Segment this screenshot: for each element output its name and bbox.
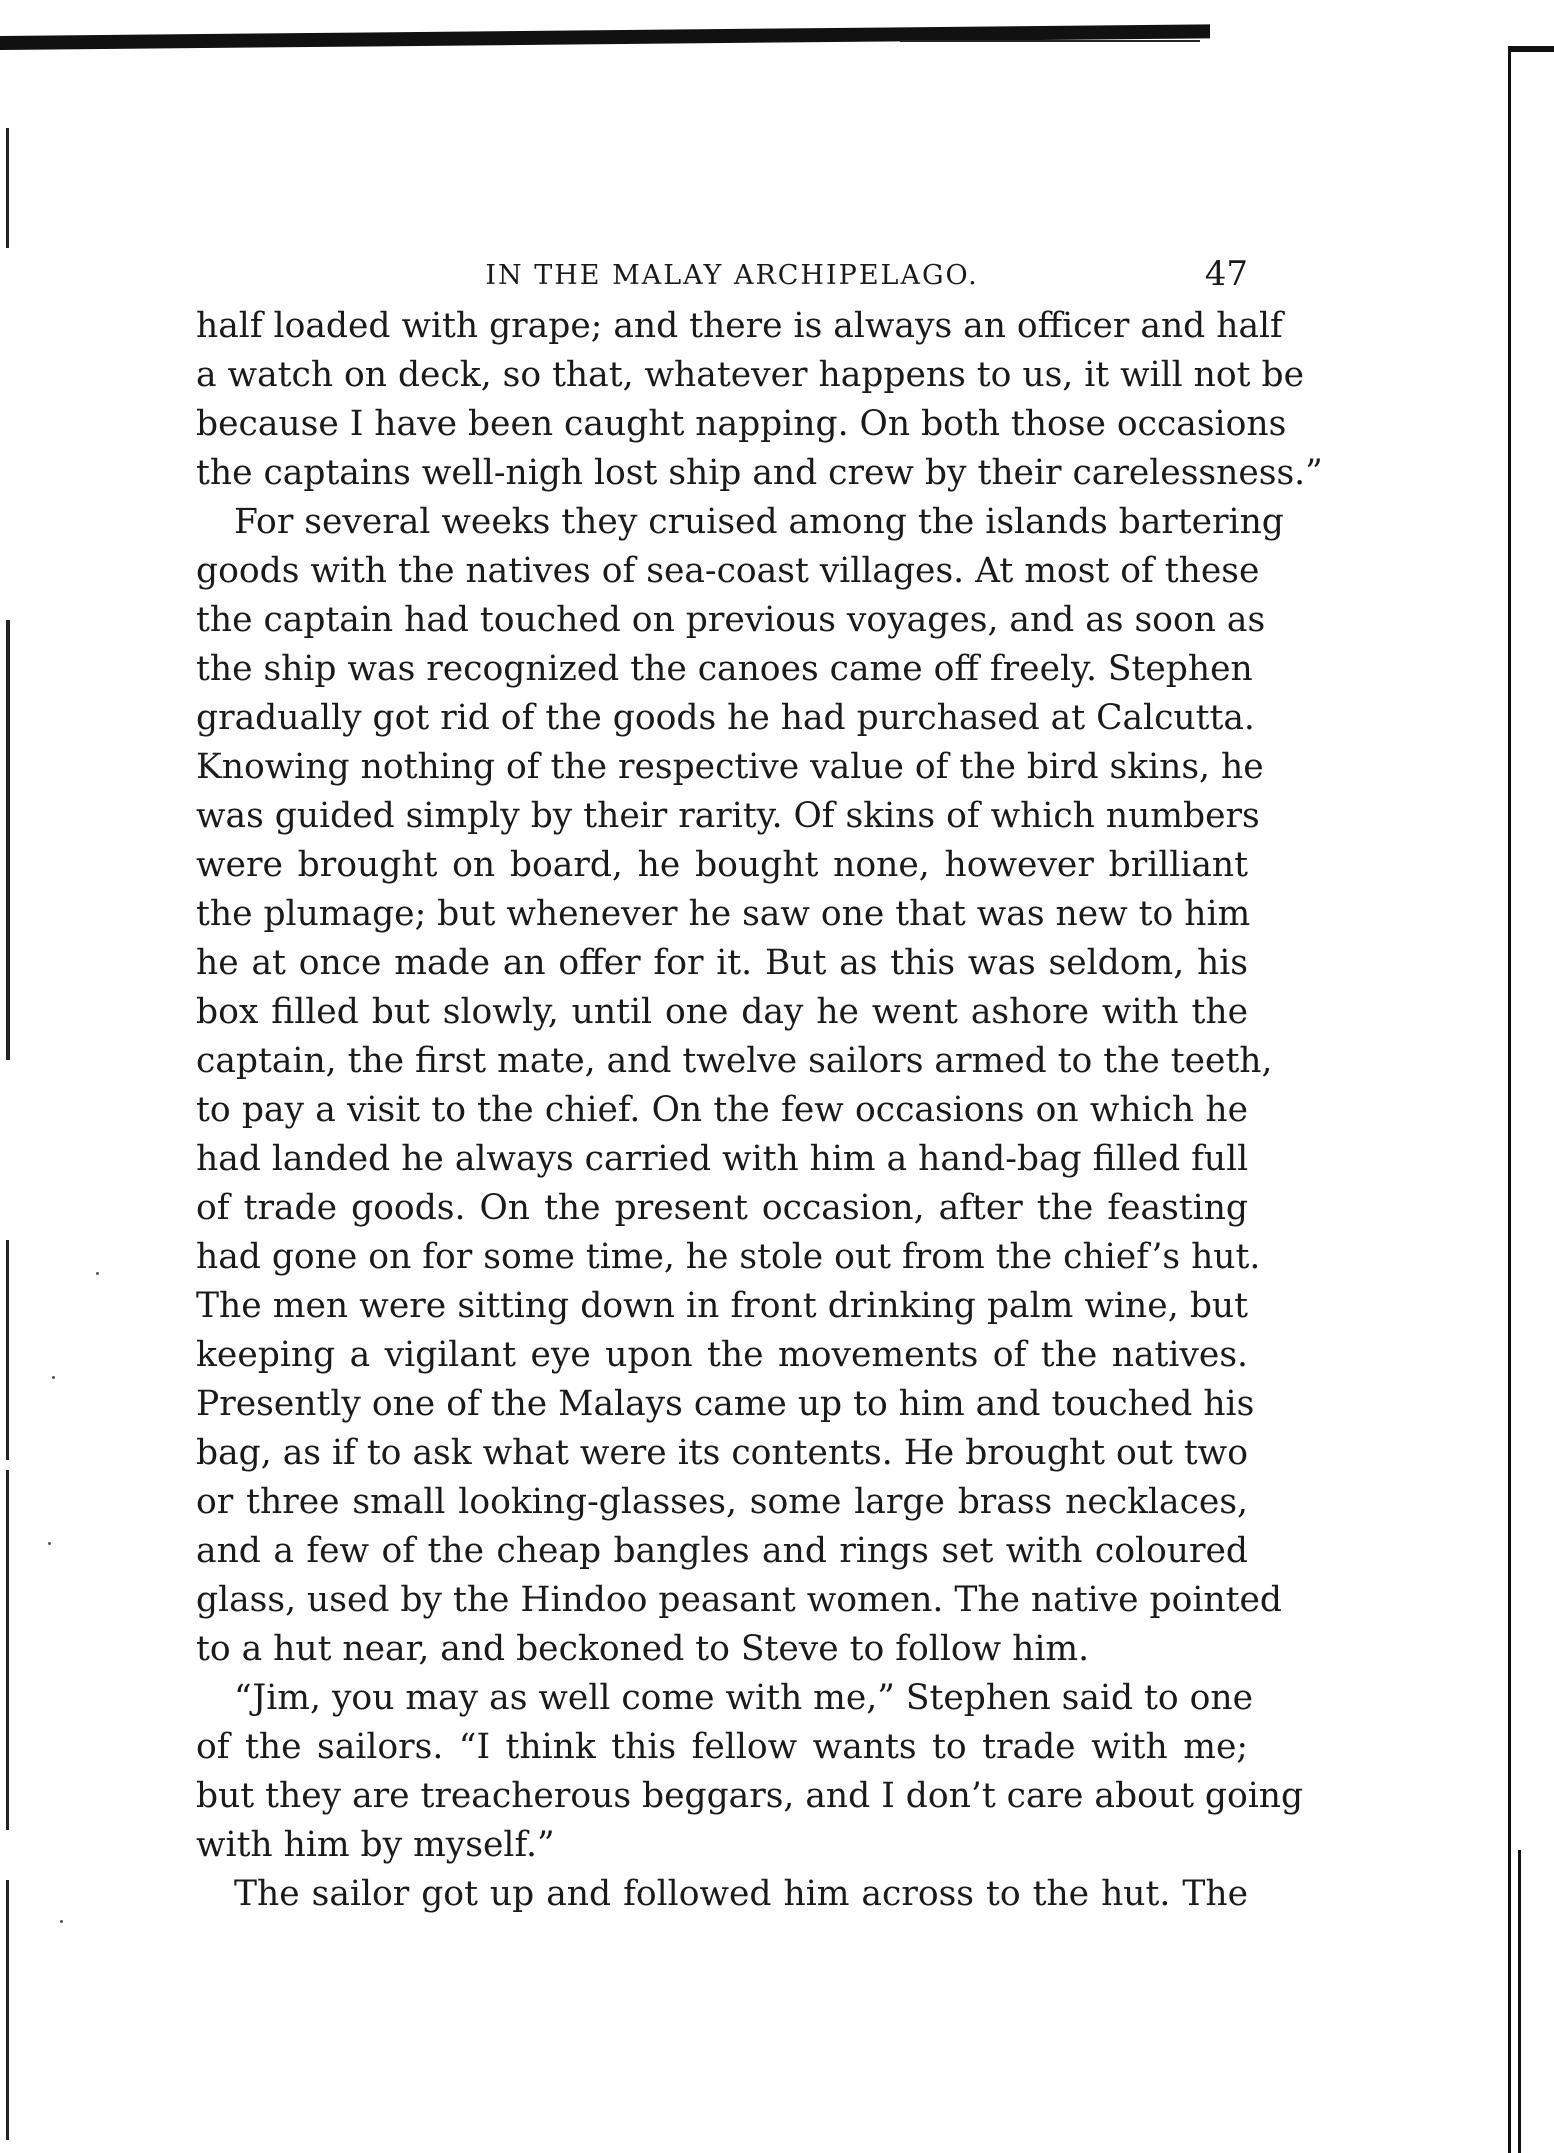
text-line: The men were sitting down in front drinking palm wine, but <box>196 1286 1248 1326</box>
text-line: to a hut near, and beckoned to Steve to follow him. <box>196 1629 1090 1669</box>
running-head: IN THE MALAY ARCHIPELAGO. <box>485 260 979 291</box>
text-line: glass, used by the Hindoo peasant women. The native pointed <box>196 1580 1282 1620</box>
right-edge-corner <box>1508 46 1554 52</box>
text-line: because I have been caught napping. On both those occasions <box>196 404 1287 444</box>
text-line: and a few of the cheap bangles and rings set with coloured <box>196 1531 1248 1571</box>
text-line: the ship was recognized the canoes came off freely. Stephen <box>196 649 1253 689</box>
scan-speck <box>52 1376 55 1379</box>
text-line: had landed he always carried with him a hand-bag filled full <box>196 1139 1249 1179</box>
text-line: the plumage; but whenever he saw one that was new to him <box>196 894 1251 934</box>
page-header <box>196 254 1248 304</box>
left-edge-mark <box>6 1470 9 1830</box>
text-line: had gone on for some time, he stole out from the chief’s hut. <box>196 1237 1261 1277</box>
body-text <box>196 302 1323 1919</box>
text-line: box filled but slowly, until one day he went ashore with the <box>196 992 1248 1032</box>
left-edge-mark <box>6 128 9 248</box>
text-line: keeping a vigilant eye upon the movements of the natives. <box>196 1335 1248 1375</box>
text-line: Knowing nothing of the respective value of the bird skins, he <box>196 747 1264 787</box>
top-edge-rule <box>0 24 1210 50</box>
text-line: of trade goods. On the present occasion, after the feasting <box>196 1188 1248 1228</box>
left-edge-mark <box>6 1880 9 2140</box>
right-edge-rule <box>1508 46 1511 2153</box>
left-edge-mark <box>6 1240 9 1460</box>
text-line: to pay a visit to the chief. On the few occasions on which he <box>196 1090 1248 1130</box>
text-line: the captain had touched on previous voyages, and as soon as <box>196 600 1266 640</box>
text-line: captain, the first mate, and twelve sailors armed to the teeth, <box>196 1041 1273 1081</box>
text-line: bag, as if to ask what were its contents. He brought out two <box>196 1433 1248 1473</box>
page-number: 47 <box>1204 254 1248 294</box>
text-line: but they are treacherous beggars, and I don’t care about going <box>196 1776 1304 1816</box>
text-line: a watch on deck, so that, whatever happens to us, it will not be <box>196 355 1304 395</box>
text-line: “Jim, you may as well come with me,” Stephen said to one <box>234 1678 1254 1718</box>
text-line: half loaded with grape; and there is always an officer and half <box>196 306 1283 346</box>
scan-speck <box>96 1272 99 1275</box>
text-line: were brought on board, he bought none, however brilliant <box>196 845 1248 885</box>
text-line: For several weeks they cruised among the islands bartering <box>234 502 1284 542</box>
right-edge-rule-lower <box>1518 1850 1521 2153</box>
top-edge-thin-rule <box>900 40 1200 42</box>
text-line: The sailor got up and followed him across to the hut. The <box>234 1874 1248 1914</box>
text-line: he at once made an offer for it. But as this was seldom, his <box>196 943 1248 983</box>
text-line: or three small looking-glasses, some large brass necklaces, <box>196 1482 1248 1522</box>
scan-speck <box>48 1542 51 1545</box>
text-line: gradually got rid of the goods he had purchased at Calcutta. <box>196 698 1255 738</box>
text-line: of the sailors. “I think this fellow wants to trade with me; <box>196 1727 1248 1767</box>
text-line: the captains well-nigh lost ship and crew by their carelessness.” <box>196 453 1323 493</box>
text-line: with him by myself.” <box>196 1825 555 1865</box>
left-edge-mark <box>6 620 10 1060</box>
text-line: was guided simply by their rarity. Of skins of which numbers <box>196 796 1260 836</box>
text-line: Presently one of the Malays came up to him and touched his <box>196 1384 1255 1424</box>
scan-speck <box>60 1920 63 1923</box>
text-line: goods with the natives of sea-coast villages. At most of these <box>196 551 1260 591</box>
